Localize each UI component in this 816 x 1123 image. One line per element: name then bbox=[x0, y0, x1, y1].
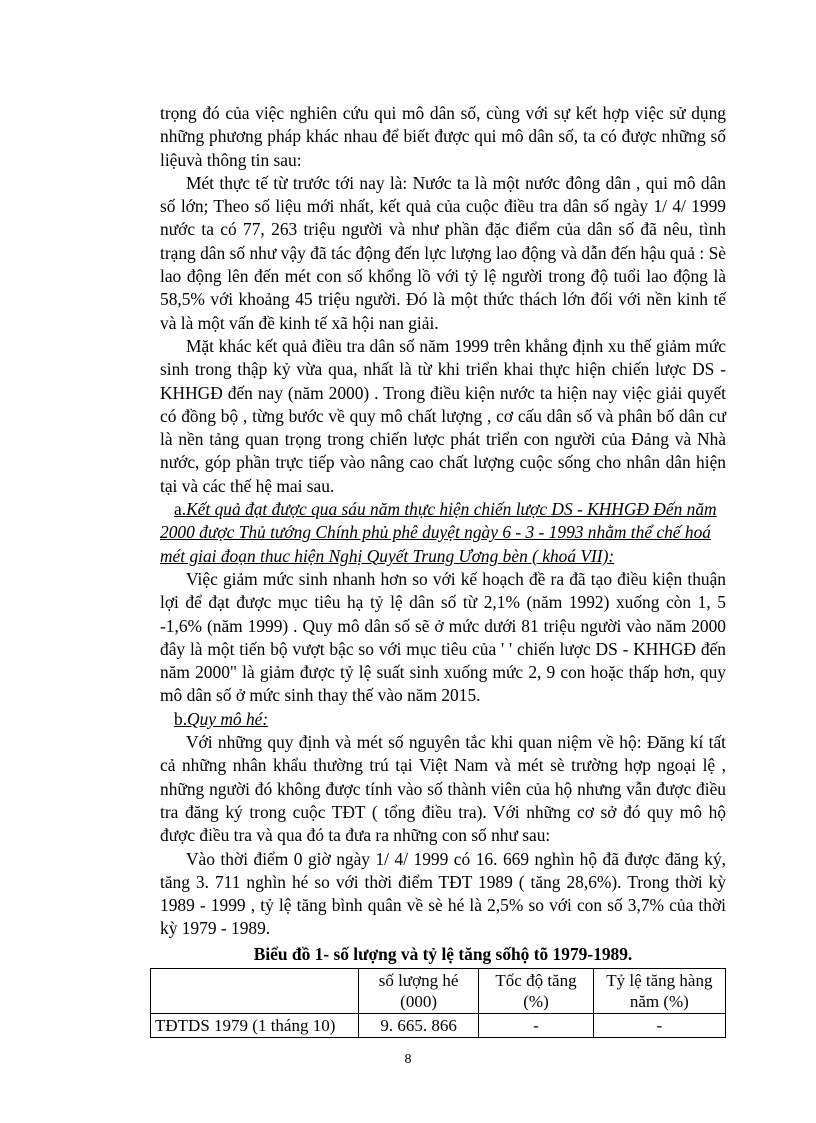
heading-b-text: Quy mô hé: bbox=[187, 708, 269, 729]
paragraph-population-fact: Mét thực tế từ trước tới nay là: Nước ta là một nước đông dân , qui mô dân số lớn; Theo số liệu mới nhất, kết quả của cuộc điều tra dân số ngày 1/ 4/ 1999 nước ta có 77, 263 triệu người và như phần đặc điểm của dân số đã nêu, tình trạng dân số như vậy đã tác động đến lực lượng lao động và dẫn đến hậu quả : Sè lao động lên đến mét con số khổng lồ với tỷ lệ người trong độ tuổi lao động là 58,5% với khoảng 45 triệu người. Đó là một thức thách lớn đối với nền kinh tế và là một vấn đề kinh tế xã hội nan giải. bbox=[160, 172, 726, 333]
heading-b bbox=[160, 708, 726, 731]
page-number: 8 bbox=[404, 1052, 412, 1067]
table-header-cell: Tỷ lệ tăng hàng năm (%) bbox=[593, 968, 725, 1013]
paragraph-intro: trọng đó của việc nghiên cứu qui mô dân số, cùng với sự kết hợp việc sử dụng những phương pháp khác nhau để biết được qui mô dân số, ta có được những số liệuvà thông tin sau: bbox=[160, 103, 726, 170]
household-table bbox=[150, 968, 726, 1038]
table-header-cell: Tốc độ tăng (%) bbox=[479, 968, 593, 1013]
table-row bbox=[151, 1013, 726, 1037]
table-header-cell: số lượng hé (000) bbox=[358, 968, 478, 1013]
table-cell: - bbox=[479, 1013, 593, 1037]
table-cell: 9. 665. 866 bbox=[358, 1013, 478, 1037]
paragraph-birth-rate: Việc giảm mức sinh nhanh hơn so với kế hoạch đề ra đã tạo điều kiện thuận lợi để đạt được mục tiêu hạ tỷ lệ dân số từ 2,1% (năm 1992) xuống còn 1, 5 -1,6% (năm 1999) . Quy mô dân số sẽ ở mức dưới 81 triệu người vào năm 2000 đây là một tiến bộ vượt bậc so với mục tiêu của ' ' chiến lược DS - KHHGĐ đến năm 2000" là giảm được tỷ lệ suất sinh xuống mức 2, 9 con hoặc thấp hơn, quy mô dân số ở mức sinh thay thế vào năm 2015. bbox=[160, 568, 726, 706]
heading-a bbox=[160, 498, 726, 568]
paragraph-household-rules: Với những quy định và mét số nguyên tắc khi quan niệm về hộ: Đăng kí tất cả những nhân khẩu thường trú tại Việt Nam và mét sè trường hợp ngoại lệ , những người đó không được tính vào số thành viên của hộ nhưng vẫn được điều tra đăng ký trong cuộc TĐT ( tổng điều tra). Với những cơ sở đó quy mô hộ được điều tra và qua đó ta đưa ra những con số như sau: bbox=[160, 732, 726, 846]
heading-a-text: Kết quả đạt được qua sáu năm thực hiện chiến lược DS - KHHGĐ Đến năm 2000 được Thủ tướng Chính phủ phê duyệt ngày 6 - 3 - 1993 nhằm thể chế hoá mét giai đoạn thuc hiện Nghị Quyết Trung Ương bèn ( khoá VII): bbox=[160, 499, 717, 566]
table-header-row bbox=[151, 968, 726, 1013]
paragraph-household-figures: Vào thời điểm 0 giờ ngày 1/ 4/ 1999 có 16. 669 nghìn hộ đã được đăng ký, tăng 3. 711 nghìn hé so với thời điểm TĐT 1989 ( tăng 28,6%). Trong thời kỳ 1989 - 1999 , tỷ lệ tăng bình quân về sè hé là 2,5% so với con số 3,7% của thời kỳ 1979 - 1989. bbox=[160, 848, 726, 939]
table-cell: - bbox=[593, 1013, 725, 1037]
heading-b-number: b. bbox=[174, 708, 188, 729]
table-cell: TĐTDS 1979 (1 tháng 10) bbox=[151, 1013, 359, 1037]
document-page bbox=[155, 102, 726, 1038]
paragraph-survey-1999: Mặt khác kết quả điều tra dân số năm 1999 trên khẳng định xu thế giảm mức sinh trong thập kỷ vừa qua, nhất là từ khi triển khai thực hiện chiến lược DS - KHHGĐ đến nay (năm 2000) . Trong điều kiện nước ta hiện nay việc giải quyết có đồng bộ , từng bước về quy mô chất lượng , cơ cấu dân số và phân bố dân cư là nền tảng quan trọng trong chiến lược phát triển con người của Đảng và Nhà nước, góp phần trực tiếp vào nâng cao chất lượng cuộc sống cho nhân dân hiện tại và các thế hệ mai sau. bbox=[160, 335, 726, 496]
heading-a-number: a. bbox=[174, 499, 187, 520]
table-title: Biểu đồ 1- số lượng và tỷ lệ tăng sốhộ tõ 1979-1989. bbox=[253, 943, 633, 964]
table-header-cell bbox=[151, 968, 359, 1013]
